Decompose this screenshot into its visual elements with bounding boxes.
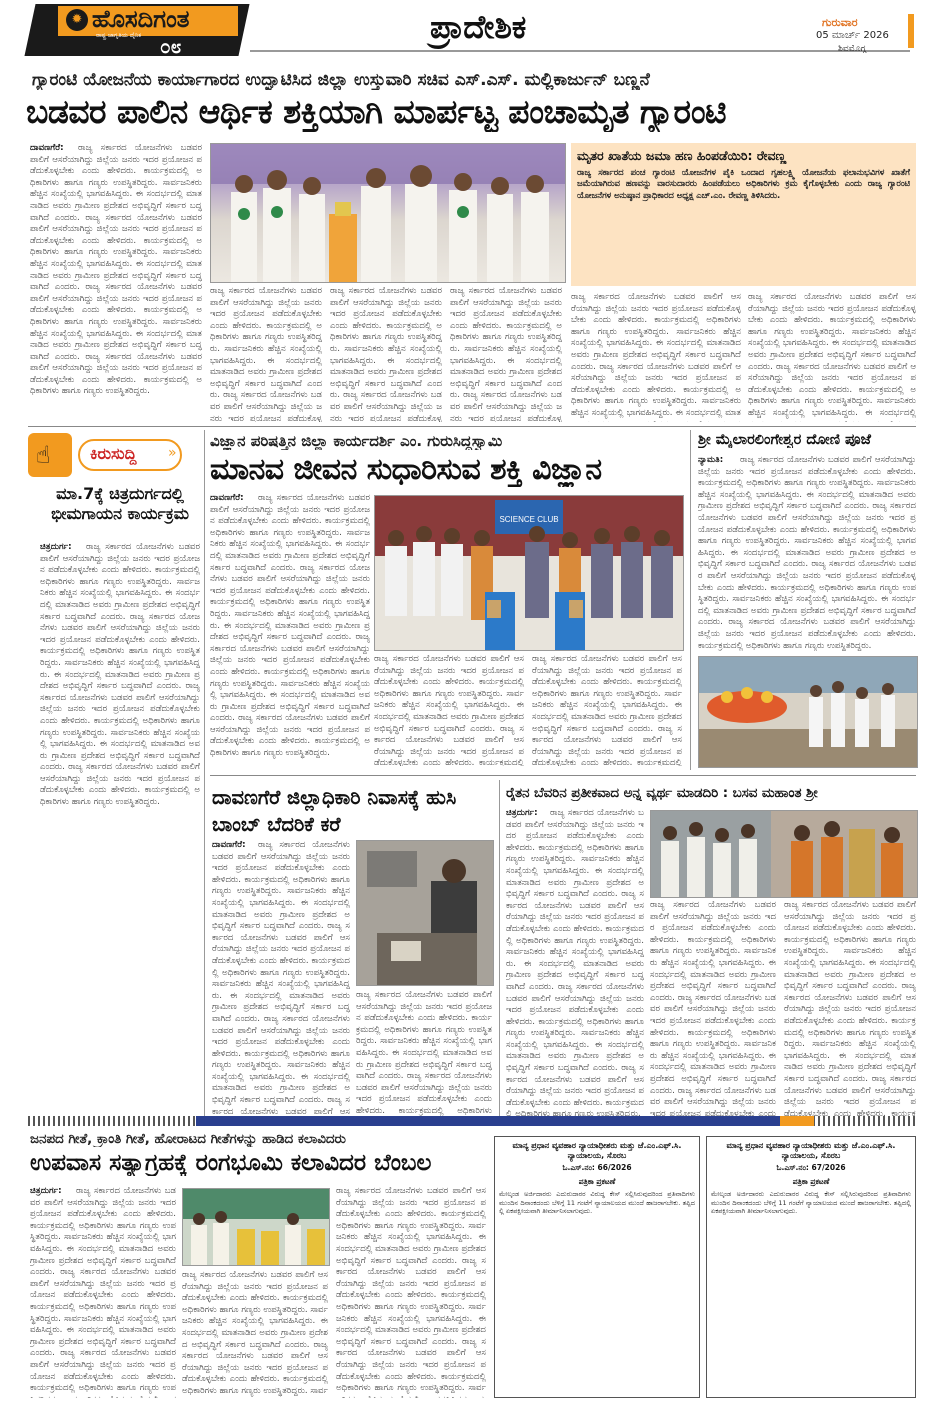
anna-photo-image <box>651 811 917 897</box>
lead-sidebar <box>571 143 916 286</box>
section-title: ಪ್ರಾದೇಶಿಕ <box>430 8 527 46</box>
pooje-photo-image <box>699 657 917 767</box>
lead-sidebar-title: ಮೃತರ ಖಾತೆಯ ಜಮಾ ಹಣ ಹಿಂಪಡೆಯಿರಿ: ರೇವಣ್ಣ <box>577 148 787 163</box>
separator-blue-bar <box>196 1116 780 1126</box>
pooje-dateline: ನ್ಯಾಮತಿ: <box>698 455 724 465</box>
kirusuddi-body <box>40 542 200 1110</box>
science-photo <box>374 495 684 651</box>
anna-body-3 <box>784 900 916 1118</box>
legal-notice-2-case: ಓ.ಎಸ್.ನಂ: 67/2026 <box>776 1163 846 1172</box>
science-photo-image <box>375 496 683 650</box>
rule-1 <box>28 426 916 427</box>
anna-body-1 <box>506 808 644 1118</box>
bomb-headline: ದಾವಣಗೆರೆ ಜಿಲ್ಲಾಧಿಕಾರಿ ನಿವಾಸಕ್ಕೆ ಹುಸಿ ಬಾಂಬ್ ಬೆದರಿಕೆ ಕರೆ <box>212 786 457 836</box>
legal-notice-1-text: ಮೇಲ್ಕಂಡ ಅರ್ಜಿದಾರರು ಎದುರುದಾರರ ವಿರುದ್ಧ ಕೇಸ್ ಸಲ್ಲಿಸಿರುವುದರಿಂದ ಪ್ರತಿವಾದಿಗಳು ಮುಂದಿನ ದಿನಾಂಕದಂದು ಬೆಳಿಗ್ಗೆ 11 ಗಂಟೆಗೆ ನ್ಯಾಯಾಲಯದ ಮುಂದೆ ಹಾಜರಾಗಬೇಕು. ತಪ್ಪಿದಲ್ಲಿ ಏಕಪಕ್ಷೀಯವಾಗಿ ತೀರ್ಮಾನಿಸಲಾಗುವುದು. <box>499 1190 695 1216</box>
lead-body-3 <box>330 286 442 422</box>
anna-headline: ರೈತನ ಬೆವರಿನ ಪ್ರತೀಕವಾದ ಅನ್ನ ವ್ಯರ್ಥ ಮಾಡದಿರಿ : ಬಸವ ಮಹಾಂತ ಶ್ರೀ <box>506 786 818 801</box>
bomb-dateline: ದಾವಣಗೆರೆ: <box>212 840 246 850</box>
upavasa-headline: ಉಪವಾಸ ಸತ್ಯಾಗ್ರಹಕ್ಕೆ ರಂಗಭೂಮಿ ಕಲಾವಿದರ ಬೆಂಬಲ <box>30 1150 432 1176</box>
pooje-body <box>698 455 916 651</box>
anna-photo <box>650 810 918 898</box>
separator-orange-bar <box>780 1116 814 1126</box>
lead-dateline: ದಾವಣಗೆರೆ: <box>30 143 64 153</box>
pooje-headline: ಶ್ರೀ ಮೈಲಾರಲಿಂಗೇಶ್ವರ ದೋಣಿ ಪೂಜೆ <box>698 432 871 448</box>
col-divider-3 <box>499 780 500 1120</box>
masthead-date: 05 ಮಾರ್ಚ್ 2026 <box>816 30 889 41</box>
legal-notice-2-title: ಮಾನ್ಯ ಪ್ರಧಾನ ವ್ಯವಹಾರ ನ್ಯಾಯಾಧೀಶರು ಮತ್ತು ಜೆ.ಎಂ.ಎಫ್.ಸಿ. ನ್ಯಾಯಾಲಯ, ಸೊರಬ <box>726 1141 896 1160</box>
date-accent-bar <box>908 14 914 48</box>
bomb-photo <box>356 840 494 986</box>
masthead-city: ಶಿವಮೊಗ್ಗ <box>838 44 866 54</box>
masthead <box>0 0 945 60</box>
science-body-3 <box>532 654 682 766</box>
legal-notice-2-text: ಮೇಲ್ಕಂಡ ಅರ್ಜಿದಾರರು ಎದುರುದಾರರ ವಿರುದ್ಧ ಕೇಸ್ ಸಲ್ಲಿಸಿರುವುದರಿಂದ ಪ್ರತಿವಾದಿಗಳು ಮುಂದಿನ ದಿನಾಂಕದಂದು ಬೆಳಿಗ್ಗೆ 11 ಗಂಟೆಗೆ ನ್ಯಾಯಾಲಯದ ಮುಂದೆ ಹಾಜರಾಗಬೇಕು. ತಪ್ಪಿದಲ್ಲಿ ಏಕಪಕ್ಷೀಯವಾಗಿ ತೀರ್ಮಾನಿಸಲಾಗುವುದು. <box>711 1190 911 1216</box>
anna-body-2 <box>650 900 776 1118</box>
col-divider-1 <box>204 430 205 1120</box>
pooje-photo <box>698 656 918 768</box>
lead-sidebar-text: ರಾಜ್ಯ ಸರ್ಕಾರದ ಪಂಚ ಗ್ಯಾರಂಟಿ ಯೋಜನೆಗಳ ಪೈಕಿ ಒಂದಾದ ಗೃಹಲಕ್ಷ್ಮಿ ಯೋಜನೆಯ ಫಲಾನುಭವಿಗಳ ಖಾತೆಗೆ ಜಮೆಯಾಗಿರುವ ಹಣವನ್ನು ವಾರಸುದಾರರು ಹಿಂಪಡೆಯಲು ಅಧಿಕಾರಿಗಳು ಕ್ರಮ ಕೈಗೊಳ್ಳಬೇಕು ಎಂದು ರಾಜ್ಯ ಗ್ಯಾರಂಟಿ ಯೋಜನೆಗಳ ಅನುಷ್ಠಾನ ಪ್ರಾಧಿಕಾರದ ಅಧ್ಯಕ್ಷ ಎಚ್.ಎಂ. ರೇವಣ್ಣ ತಿಳಿಸಿದರು. <box>577 167 910 200</box>
upavasa-body-3 <box>336 1186 486 1398</box>
masthead-day: ಗುರುವಾರ <box>822 16 858 29</box>
upavasa-body-2 <box>182 1270 328 1398</box>
paper-name: ಹೊಸದಿಗಂತ <box>92 5 190 33</box>
masthead-rule <box>250 50 910 52</box>
lead-photo <box>210 143 566 283</box>
lead-body-6 <box>748 292 916 422</box>
rule-2 <box>210 775 916 776</box>
anna-dateline: ಚಿತ್ರದುರ್ಗ: <box>506 808 538 818</box>
legal-notice-1-title: ಮಾನ್ಯ ಪ್ರಧಾನ ವ್ಯವಹಾರ ನ್ಯಾಯಾಧೀಶರು ಮತ್ತು ಜೆ.ಎಂ.ಎಫ್.ಸಿ. ನ್ಯಾಯಾಲಯ, ಸೊರಬ <box>512 1141 682 1160</box>
lead-headline: ಬಡವರ ಪಾಲಿನ ಆರ್ಥಿಕ ಶಕ್ತಿಯಾಗಿ ಮಾರ್ಪಟ್ಟ ಪಂಚಾಮೃತ ಗ್ಯಾರಂಟಿ <box>26 92 727 131</box>
bomb-body-1 <box>212 840 350 1118</box>
kirusuddi-dateline: ಚಿತ್ರದುರ್ಗ: <box>40 542 72 552</box>
lamp-icon: ✹ <box>66 9 88 31</box>
lead-body-2 <box>210 286 322 422</box>
upavasa-kicker: ಜನಪದ ಗೀತೆ, ಕ್ರಾಂತಿ ಗೀತೆ, ಹೋರಾಟದ ಗೀತೆಗಳನ್ನು ಹಾಡಿದ ಕಲಾವಿದರು <box>30 1132 346 1147</box>
kirusuddi-headline: ಮಾ.7ಕ್ಕೆ ಚಿತ್ರದುರ್ಗದಲ್ಲಿ ಭೀಮಗಾಯನ ಕಾರ್ಯಕ್ರಮ <box>51 484 189 523</box>
lead-body-1 <box>30 143 202 421</box>
science-body-2 <box>374 654 524 766</box>
bomb-body-2 <box>356 990 492 1118</box>
upavasa-body-1 <box>30 1186 176 1398</box>
upavasa-photo <box>182 1188 330 1266</box>
science-headline: ಮಾನವ ಜೀವನ ಸುಧಾರಿಸುವ ಶಕ್ತಿ ವಿಜ್ಞಾನ <box>210 452 602 487</box>
science-kicker: ವಿಜ್ಞಾನ ಪರಿಷತ್ತಿನ ಜಿಲ್ಲಾ ಕಾರ್ಯದರ್ಶಿ ಎಂ. ಗುರುಸಿದ್ದಸ್ವಾಮಿ <box>210 432 503 450</box>
science-banner-text: SCIENCE CLUB <box>499 515 559 524</box>
chevron-right-icon: » <box>168 445 177 461</box>
lead-body-5 <box>571 292 741 422</box>
paper-tagline: ರಾಷ್ಟ್ರ ಜಾಗೃತಿಯ ದೈನಿಕ <box>96 32 142 39</box>
legal-notice-1 <box>494 1136 700 1398</box>
lead-body-4 <box>450 286 562 422</box>
hand-icon: ☝ <box>36 441 51 469</box>
legal-notice-2 <box>706 1136 916 1398</box>
upavasa-dateline: ಚಿತ್ರದುರ್ಗ: <box>30 1186 62 1196</box>
bomb-photo-image <box>357 841 493 985</box>
science-body-1 <box>210 493 370 767</box>
col-divider-2 <box>690 430 691 770</box>
lead-col-1 <box>30 143 202 421</box>
kirusuddi-label: ಕಿರುಸುದ್ದಿ <box>90 444 137 463</box>
upavasa-photo-image <box>183 1189 329 1265</box>
lead-photo-image <box>211 144 565 282</box>
legal-notice-1-heading: ಪತ್ರಿಕಾ ಪ್ರಕಟಣೆ <box>578 1177 616 1186</box>
lead-kicker: ಗ್ಯಾರಂಟಿ ಯೋಜನೆಯ ಕಾರ್ಯಾಗಾರದ ಉದ್ಘಾಟಿಸಿದ ಜಿಲ್ಲಾ ಉಸ್ತುವಾರಿ ಸಚಿವ ಎಸ್.ಎಸ್. ಮಲ್ಲಿಕಾರ್ಜುನ್ ಬಣ್ಣನೆ <box>32 70 650 90</box>
page-number: ೦೮ <box>160 36 182 58</box>
legal-notice-1-case: ಓ.ಎಸ್.ನಂ: 66/2026 <box>562 1163 632 1172</box>
science-dateline: ದಾವಣಗೆರೆ: <box>210 493 244 503</box>
legal-notice-2-heading: ಪತ್ರಿಕಾ ಪ್ರಕಟಣೆ <box>792 1177 830 1186</box>
kirusuddi-banner <box>28 433 186 477</box>
